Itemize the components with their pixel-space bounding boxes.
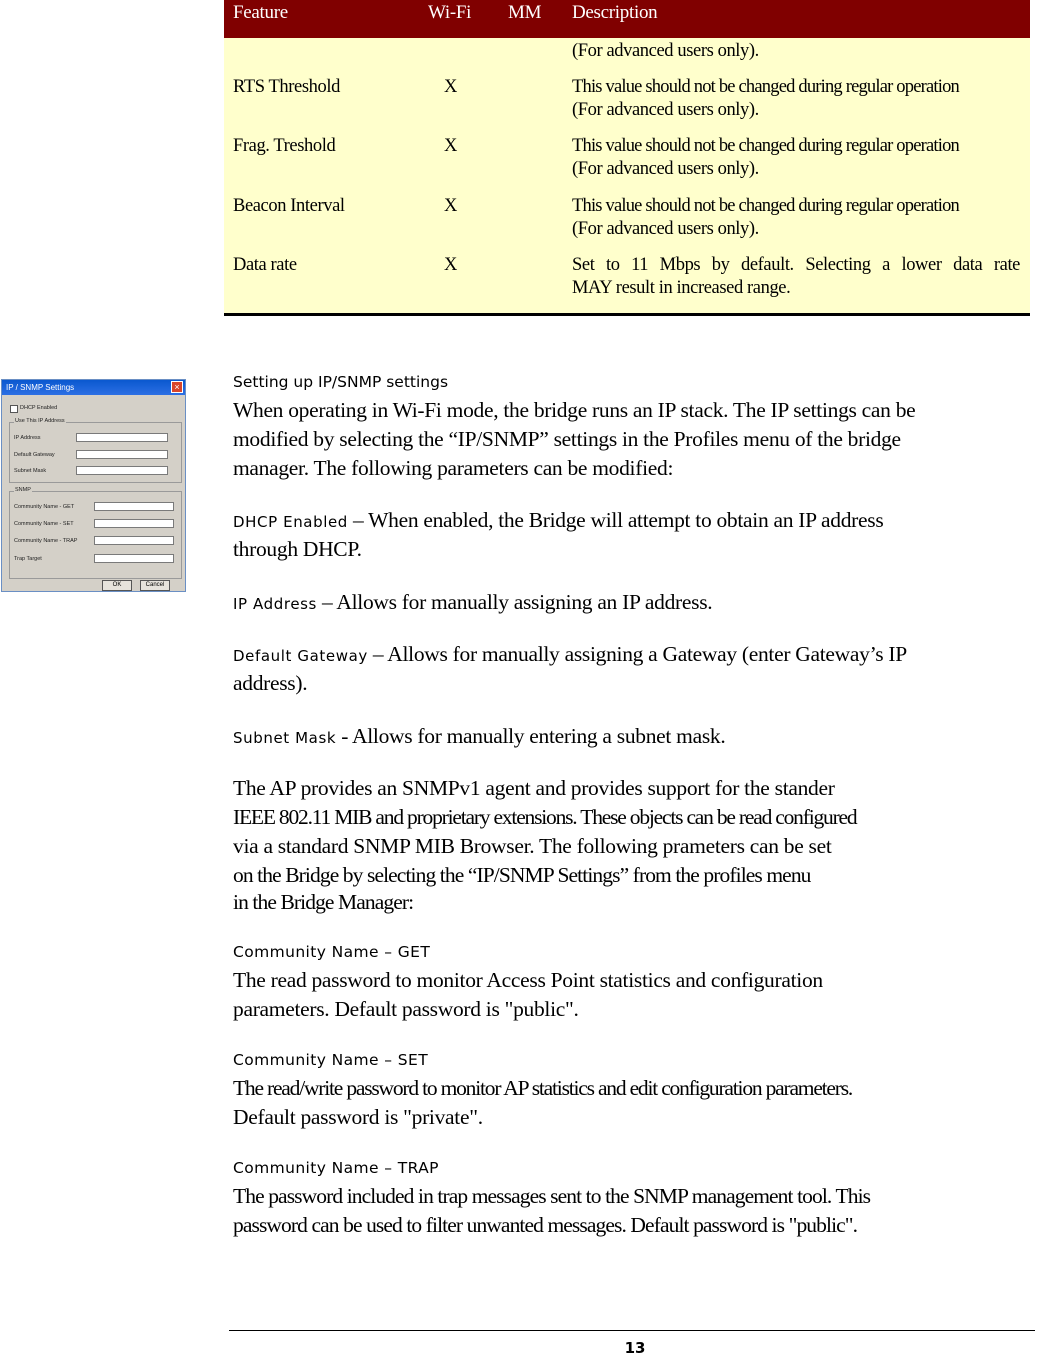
trap-input[interactable]: [94, 536, 174, 545]
cancel-button[interactable]: Cancel: [140, 580, 170, 591]
snmp-intro-line: in the Bridge Manager:: [233, 890, 414, 914]
section-heading: Setting up IP/SNMP settings: [233, 373, 449, 391]
snmp-intro-line: on the Bridge by selecting the “IP/SNMP Settings” from the profiles menu: [233, 863, 811, 887]
header-feature: Feature: [233, 2, 288, 23]
ip-param: IP Address – Allows for manually assigning an IP address.: [233, 590, 713, 614]
row-description: This value should not be changed during regular operation (For advanced users only).: [572, 136, 959, 179]
set-label: Community Name - SET: [14, 521, 74, 527]
community-line: Default password is "private".: [233, 1105, 483, 1129]
continued-description: (For advanced users only).: [572, 41, 759, 61]
header-mm: MM: [508, 2, 542, 23]
dialog-body: [6, 399, 181, 587]
dialog-title: IP / SNMP Settings: [6, 383, 75, 392]
row-wifi: X: [444, 77, 457, 97]
community-heading: Community Name – TRAP: [233, 1159, 439, 1177]
row-wifi: X: [444, 136, 457, 156]
dhcp-checkbox[interactable]: [10, 405, 18, 413]
ip-term: IP Address: [233, 595, 317, 613]
snmp-intro-line: The AP provides an SNMPv1 agent and provides support for the stander: [233, 776, 835, 800]
trap-label: Community Name - TRAP: [14, 538, 78, 544]
gateway-term: Default Gateway: [233, 647, 368, 665]
ip-address-label: IP Address: [14, 435, 41, 441]
row-description: This value should not be changed during regular operation (For advanced users only).: [572, 77, 959, 120]
header-description: Description: [572, 2, 658, 23]
community-line: parameters. Default password is "public".: [233, 997, 579, 1021]
ip-address-input[interactable]: [76, 433, 168, 442]
intro-line: modified by selecting the “IP/SNMP” settings in the Profiles menu of the bridge: [233, 427, 901, 451]
row-wifi: X: [444, 255, 457, 275]
gateway-param-cont: address).: [233, 671, 308, 695]
footer-rule: [229, 1330, 1035, 1331]
intro-line: manager. The following parameters can be modified:: [233, 456, 674, 480]
row-wifi: X: [444, 196, 457, 216]
mask-term: Subnet Mask: [233, 729, 337, 747]
ok-button[interactable]: OK: [102, 580, 132, 591]
snmp-group-label: SNMP: [15, 487, 31, 493]
header-wifi: Wi-Fi: [428, 2, 472, 23]
row-feature: Beacon Interval: [233, 196, 345, 216]
row-description: Set to 11 Mbps by default. Selecting a lower data rate MAY result in increased range.: [572, 255, 1020, 298]
row-feature: Frag. Treshold: [233, 136, 336, 156]
get-input[interactable]: [94, 502, 174, 511]
dhcp-label: DHCP Enabled: [20, 405, 58, 411]
table-body: [224, 38, 1030, 316]
get-label: Community Name - GET: [14, 504, 75, 510]
subnet-label: Subnet Mask: [14, 468, 47, 474]
community-heading: Community Name – GET: [233, 943, 431, 961]
close-icon[interactable]: ×: [171, 381, 183, 393]
community-line: The read/write password to monitor AP statistics and edit configuration parameters.: [233, 1076, 853, 1100]
mask-param: Subnet Mask - Allows for manually entering a subnet mask.: [233, 724, 726, 748]
subnet-input[interactable]: [76, 466, 168, 475]
dhcp-param-cont: through DHCP.: [233, 537, 362, 561]
dhcp-term: DHCP Enabled: [233, 513, 348, 531]
snmp-intro-line: IEEE 802.11 MIB and proprietary extensions. These objects can be read configured: [233, 805, 857, 829]
trap-target-input[interactable]: [94, 554, 174, 563]
trap-target-label: Trap Target: [14, 556, 42, 562]
gateway-param: Default Gateway – Allows for manually assigning a Gateway (enter Gateway’s IP: [233, 642, 907, 666]
community-heading: Community Name – SET: [233, 1051, 429, 1069]
row-description: This value should not be changed during regular operation (For advanced users only).: [572, 196, 959, 239]
feature-table: [224, 0, 1030, 316]
community-line: The read password to monitor Access Point statistics and configuration: [233, 968, 823, 992]
intro-line: When operating in Wi-Fi mode, the bridge runs an IP stack. The IP settings can be: [233, 398, 916, 422]
page-number: 13: [624, 1339, 646, 1357]
row-feature: Data rate: [233, 255, 297, 275]
community-line: The password included in trap messages sent to the SNMP management tool. This: [233, 1184, 871, 1208]
ip-group-label: Use This IP Address: [15, 418, 65, 424]
row-feature: RTS Threshold: [233, 77, 340, 97]
snmp-intro-line: via a standard SNMP MIB Browser. The following prameters can be set: [233, 834, 832, 858]
dhcp-param: DHCP Enabled – When enabled, the Bridge will attempt to obtain an IP address: [233, 508, 884, 532]
table-header: [224, 0, 1030, 38]
dialog-titlebar: [2, 380, 185, 395]
ip-snmp-settings-dialog: [1, 379, 186, 592]
gateway-label: Default Gateway: [14, 452, 55, 458]
set-input[interactable]: [94, 519, 174, 528]
gateway-input[interactable]: [76, 450, 168, 459]
community-line: password can be used to filter unwanted messages. Default password is "public".: [233, 1213, 858, 1237]
